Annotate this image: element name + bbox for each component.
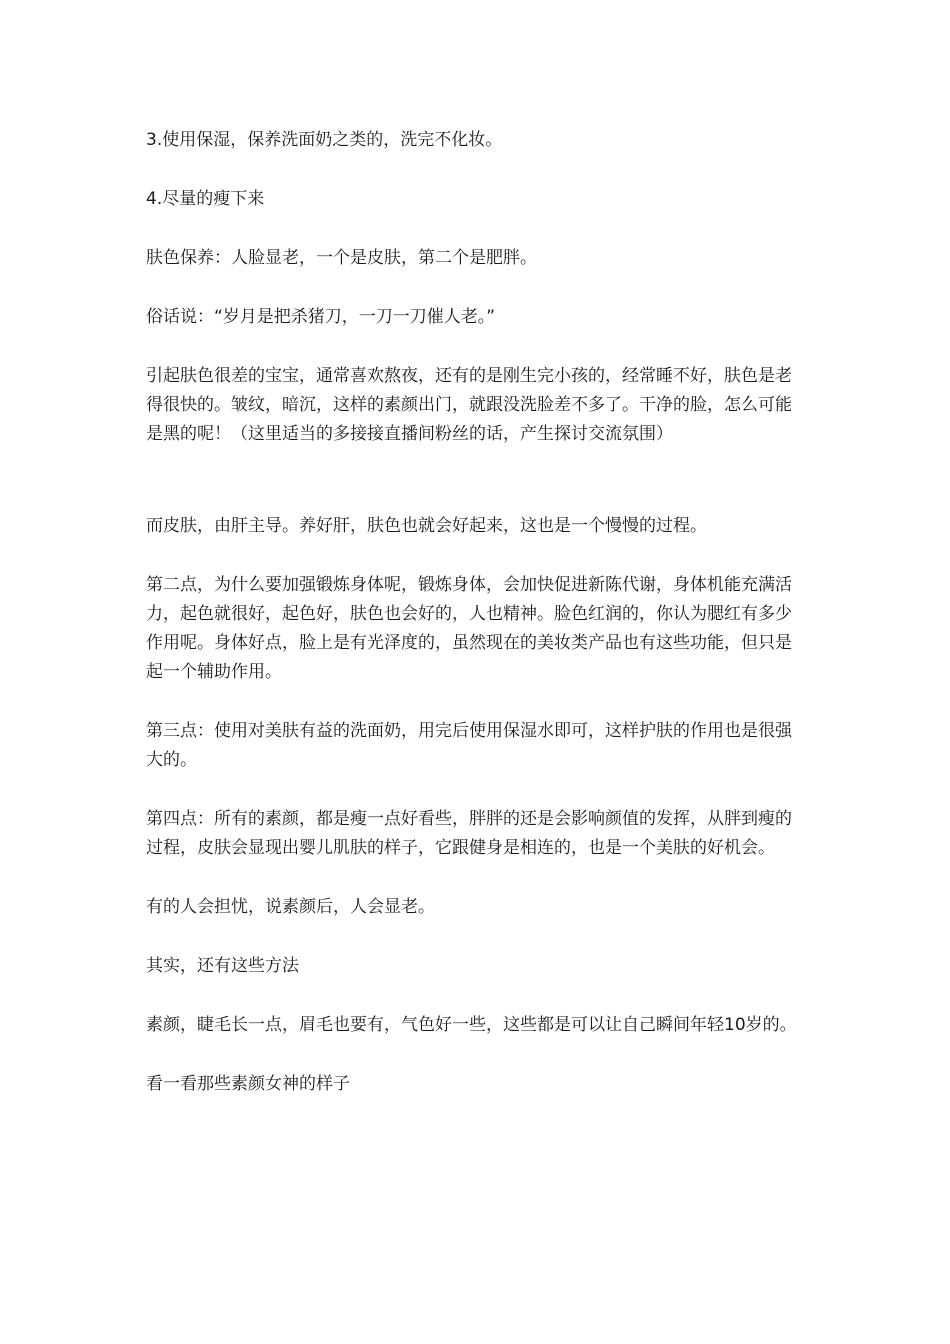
paragraph-eyelashes: 素颜，睫毛长一点，眉毛也要有，气色好一些，这些都是可以让自己瞬间年轻10岁的。 (146, 1015, 797, 1035)
paragraph-worry: 有的人会担忧，说素颜后，人会显老。 (146, 897, 435, 917)
paragraph-point-3: 第三点：使用对美肤有益的洗面奶，用完后使用保湿水即可，这样护肤的作用也是很强大的。 (146, 721, 792, 770)
paragraph-methods: 其实，还有这些方法 (146, 956, 299, 976)
paragraph-point-4: 第四点：所有的素颜，都是瘦一点好看些，胖胖的还是会影响颜值的发挥，从胖到瘦的过程，皮肤会显现出婴儿肌肤的样子，它跟健身是相连的，也是一个美肤的好机会。 (146, 809, 792, 858)
paragraph-goddess: 看一看那些素颜女神的样子 (146, 1074, 350, 1094)
paragraph-skin-care-heading: 肤色保养：人脸显老，一个是皮肤，第二个是肥胖。 (146, 248, 537, 268)
paragraph-liver: 而皮肤，由肝主导。养好肝，肤色也就会好起来，这也是一个慢慢的过程。 (146, 516, 707, 536)
paragraph-point-2: 第二点，为什么要加强锻炼身体呢，锻炼身体，会加快促进新陈代谢，身体机能充满活力，起色就很好，起色好，肤色也会好的，人也精神。脸色红润的，你认为腮红有多少作用呢。身体好点，脸上是有光泽度的，虽然现在的美妆类产品也有这些功能，但只是起一个辅助作用。 (146, 575, 792, 682)
document-body (146, 126, 806, 1099)
paragraph-step-4: 4.尽量的瘦下来 (146, 189, 265, 209)
paragraph-step-3: 3.使用保湿，保养洗面奶之类的，洗完不化妆。 (146, 130, 503, 150)
paragraph-poor-complexion: 引起肤色很差的宝宝，通常喜欢熬夜，还有的是刚生完小孩的，经常睡不好，肤色是老得很快的。皱纹，暗沉，这样的素颜出门，就跟没洗脸差不多了。干净的脸，怎么可能是黑的呢！（这里适当的多接接直播间粉丝的话，产生探讨交流氛围） (146, 366, 792, 444)
paragraph-proverb: 俗话说：“岁月是把杀猪刀，一刀一刀催人老。” (146, 307, 496, 327)
